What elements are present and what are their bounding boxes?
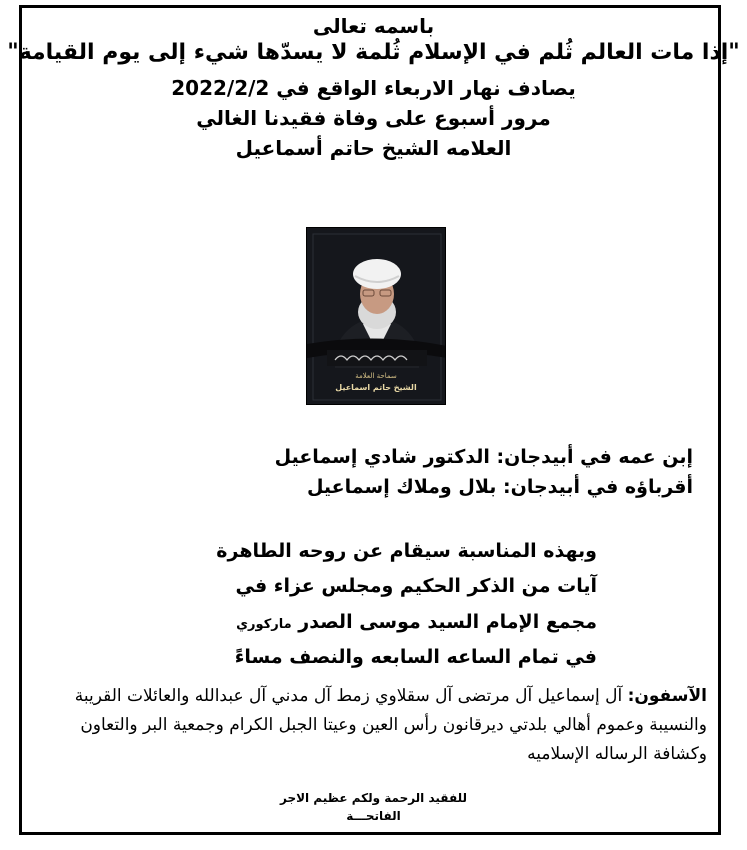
mourners-text: آل إسماعيل آل مرتضى آل سقلاوي زمط آل مدني آل عبدالله والعائلات القريبة والنسيبة وعموم أهالي بلدتي ديرقانون رأس العين وعيتا الجبل الكرام وجمعية البر والتعاون وكشافة الرساله الإسلاميه	[74, 686, 707, 764]
header-quote: "إذا مات العالم ثُلم في الإسلام ثُلمة لا يسدّها شيء إلى يوم القيامة"	[7, 40, 740, 65]
venue-name: مجمع الإمام السيد موسى الصدر	[298, 611, 597, 633]
relative-line-relatives: أقرباؤه في أبيدجان: بلال وملاك إسماعيل	[306, 476, 693, 498]
header-week-line: مرور أسبوع على وفاة فقيدنا الغالي	[196, 106, 551, 130]
closing-fatiha: الفاتحـــة	[346, 809, 401, 823]
portrait-caption-name: الشيخ حاتم اسماعيل	[335, 383, 417, 392]
header-date-line: يصادف نهار الاربعاء الواقع في 2022/2/2	[171, 76, 576, 100]
relative-line-cousin: إبن عمه في أبيدجان: الدكتور شادي إسماعيل	[274, 446, 693, 468]
portrait-caption-title: سماحة العلامة	[355, 372, 397, 380]
header-line-1: باسمه تعالى	[312, 14, 435, 38]
announcement-line-4: في تمام الساعه السابعه والنصف مساءً	[234, 646, 597, 668]
announcement-line-1: وبهذه المناسبة سيقام عن روحه الطاهرة	[216, 540, 597, 562]
venue-location: ماركوري	[236, 617, 292, 632]
closing-condolence: للفقيد الرحمة ولكم عظيم الاجر	[280, 791, 467, 805]
portrait-photo	[306, 227, 446, 405]
header-name-line: العلامه الشيخ حاتم أسماعيل	[235, 136, 512, 160]
announcement-line-2: آيات من الذكر الحكيم ومجلس عزاء في	[235, 575, 597, 597]
mourners-paragraph	[74, 682, 707, 769]
announcement-line-3	[236, 611, 597, 633]
mourners-label: الآسفون:	[627, 686, 707, 706]
